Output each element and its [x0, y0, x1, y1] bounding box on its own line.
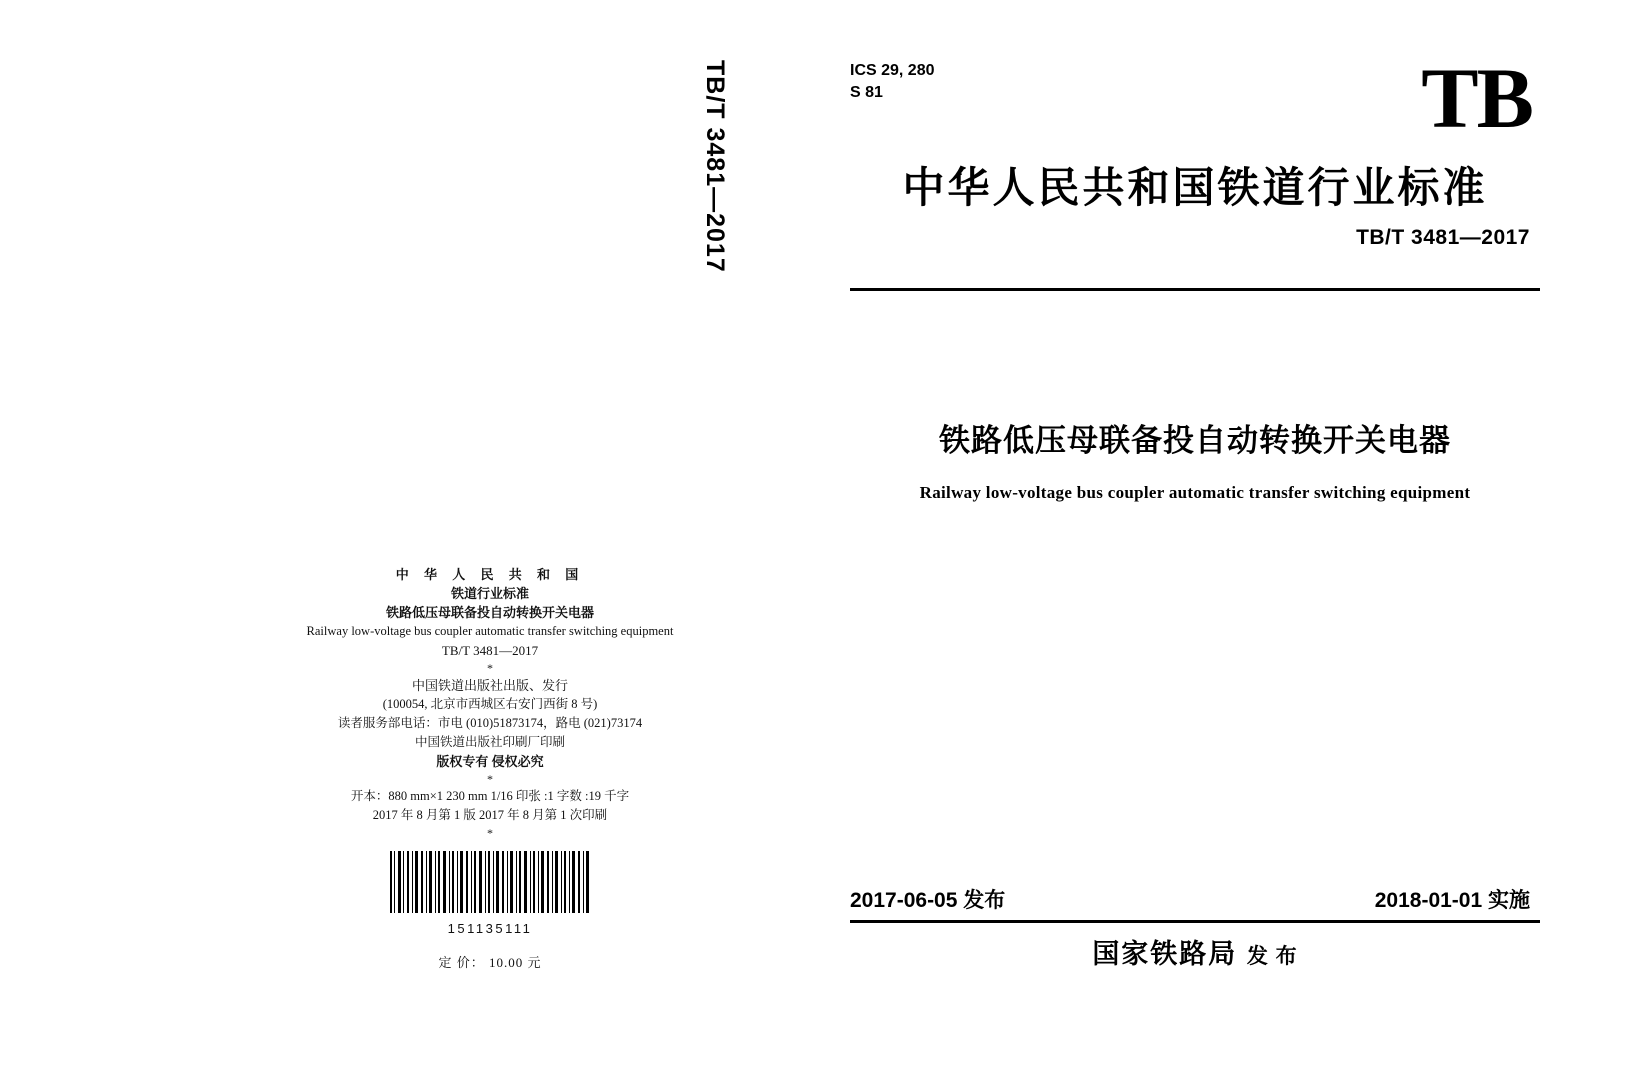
issue-date: 2017-06-05 发布 — [850, 889, 1006, 912]
divider-bottom — [850, 920, 1540, 923]
document-title-en: Railway low-voltage bus coupler automatic transfer switching equipment — [919, 483, 1471, 502]
back-cover-line-series: 铁道行业标准 — [450, 586, 529, 601]
front-cover — [850, 0, 1550, 1086]
spine-standard-number: TB/T 3481—2017 — [701, 60, 729, 273]
document-title-cn: 铁路低压母联备投自动转换开关电器 — [939, 423, 1451, 458]
spine — [700, 60, 740, 320]
issuer-name: 国家铁路局 — [1092, 939, 1238, 969]
back-cover-publisher: 中国铁道出版社出版、发行 — [411, 678, 568, 693]
back-cover-spec-edition: 2017 年 8 月第 1 版 2017 年 8 月第 1 次印刷 — [372, 808, 608, 822]
back-cover-printer: 中国铁道出版社印刷厂印刷 — [414, 735, 565, 749]
back-cover — [280, 565, 700, 971]
barcode-block — [280, 851, 700, 936]
back-cover-address: (100054, 北京市西城区右安门西街 8 号) — [382, 697, 598, 711]
ics-code: ICS 29, 280 — [850, 62, 935, 79]
ccs-code: S 81 — [850, 84, 883, 101]
national-standard-title: 中华人民共和国铁道行业标准 — [902, 164, 1488, 211]
back-cover-copyright: 版权专有 侵权必究 — [436, 754, 544, 769]
price-label: 定 价： 10.00 元 — [438, 955, 542, 970]
back-cover-phone: 读者服务部电话：市电 (010)51873174，路电 (021)73174 — [337, 716, 643, 730]
standard-number: TB/T 3481—2017 — [1356, 226, 1530, 249]
back-cover-star-3: * — [487, 826, 493, 840]
issuer-row — [850, 932, 1540, 971]
back-cover-star-2: * — [487, 772, 493, 786]
back-cover-star-1: * — [487, 661, 493, 675]
divider-top — [850, 288, 1540, 291]
back-cover-line-standard-no: TB/T 3481—2017 — [441, 643, 539, 658]
back-cover-line-country: 中 华 人 民 共 和 国 — [395, 567, 585, 582]
back-cover-line-title-cn: 铁路低压母联备投自动转换开关电器 — [385, 605, 594, 620]
effective-date: 2018-01-01 实施 — [1374, 889, 1530, 912]
issuer-suffix: 发 布 — [1246, 945, 1298, 968]
ics-block — [850, 60, 935, 104]
barcode-number: 151135111 — [447, 921, 533, 936]
back-cover-line-title-en: Railway low-voltage bus coupler automatic transfer switching equipment — [306, 624, 674, 638]
tb-logo: TB — [1421, 50, 1532, 146]
barcode-icon — [390, 851, 590, 913]
dates-row — [850, 884, 1540, 914]
back-cover-spec-format: 开本：880 mm×1 230 mm 1/16 印张 :1 字数 :19 千字 — [350, 789, 630, 803]
